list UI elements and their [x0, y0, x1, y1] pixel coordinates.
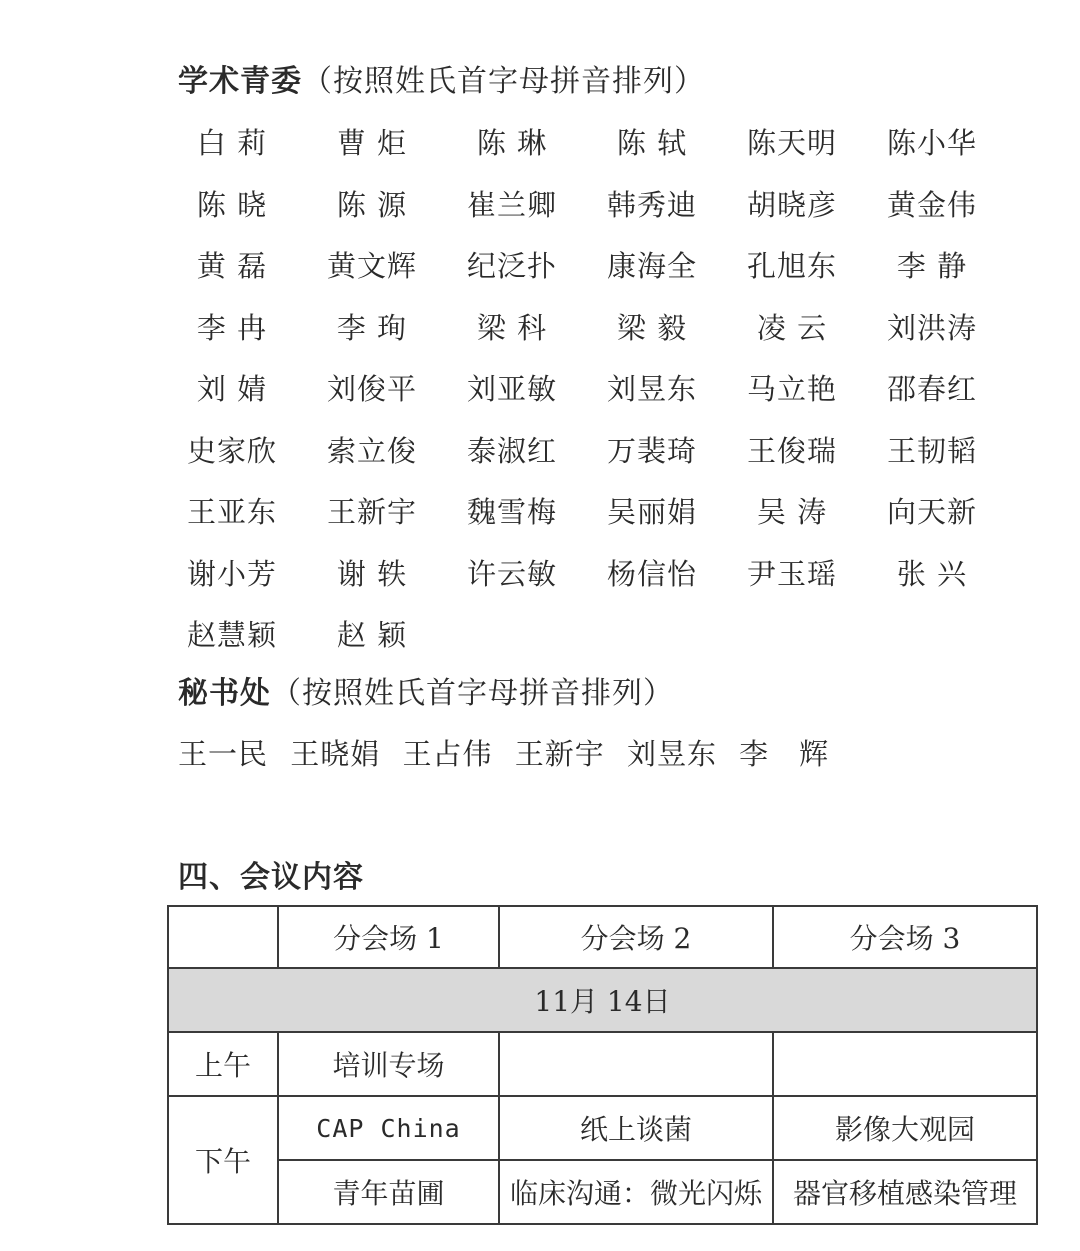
secretariat-name: 王新宇 — [514, 737, 605, 771]
member-name: 曹 炬 — [336, 126, 408, 160]
member-name: 白 莉 — [196, 126, 268, 160]
member-name: 吴 涛 — [756, 495, 828, 529]
afternoon-row — [168, 1160, 1037, 1224]
member-name: 梁 科 — [476, 310, 548, 345]
member-name: 李 冉 — [196, 310, 268, 345]
member-name: 纪泛扑 — [466, 249, 557, 283]
member-name: 陈 源 — [336, 187, 408, 222]
member-name: 赵慧颖 — [186, 618, 277, 652]
member-name: 李 静 — [896, 249, 968, 283]
afternoon-row — [168, 1096, 1037, 1160]
venue-header: 分会场 2 — [499, 906, 773, 968]
member-name: 万裴琦 — [606, 433, 697, 468]
table-header-row — [168, 906, 1037, 968]
member-name: 凌 云 — [756, 310, 828, 345]
member-name: 刘亚敏 — [466, 372, 557, 406]
member-name: 王俊瑞 — [746, 433, 837, 468]
member-name: 谢小芳 — [186, 556, 277, 591]
member-name: 吴丽娟 — [606, 495, 697, 529]
member-name: 刘昱东 — [606, 372, 697, 406]
member-name: 刘洪涛 — [886, 310, 977, 345]
date-cell: 11月 14日 — [168, 968, 1037, 1032]
member-name: 邵春红 — [886, 372, 977, 406]
member-name: 胡晓彦 — [746, 187, 837, 222]
session-cell — [499, 1032, 773, 1096]
secretariat-names — [178, 734, 841, 774]
table-corner-cell — [168, 906, 278, 968]
member-name: 张 兴 — [896, 556, 968, 591]
member-name: 王韧韬 — [886, 433, 977, 468]
agenda-table — [167, 905, 1038, 1225]
session-cell: 纸上谈菌 — [499, 1096, 773, 1160]
member-name: 许云敏 — [466, 556, 557, 591]
member-name: 康海全 — [606, 249, 697, 283]
member-name: 赵 颖 — [336, 618, 408, 652]
member-name: 向天新 — [886, 495, 977, 529]
date-row — [168, 968, 1037, 1032]
secretariat-name: 王占伟 — [402, 737, 493, 771]
member-name: 韩秀迪 — [606, 187, 697, 222]
morning-row — [168, 1032, 1037, 1096]
member-name: 刘俊平 — [326, 372, 417, 406]
session-cell: 影像大观园 — [773, 1096, 1037, 1160]
member-name: 黄文辉 — [326, 249, 417, 283]
secretariat-name: 王晓娟 — [290, 737, 381, 771]
secretariat-name: 王一民 — [178, 737, 269, 771]
member-name: 李 珣 — [336, 310, 408, 345]
member-name: 崔兰卿 — [466, 187, 557, 222]
afternoon-label: 下午 — [168, 1096, 278, 1224]
venue-header: 分会场 3 — [773, 906, 1037, 968]
member-name: 索立俊 — [326, 433, 417, 468]
youth-committee-title: 学术青委 — [178, 64, 302, 99]
member-name: 史家欣 — [186, 433, 277, 468]
youth-committee-note: （按照姓氏首字母拼音排列） — [302, 64, 705, 99]
member-name: 尹玉瑶 — [746, 556, 837, 591]
member-name: 杨信怡 — [606, 556, 697, 591]
member-name: 陈 晓 — [196, 187, 268, 222]
member-name: 王新宇 — [326, 495, 417, 529]
youth-committee-names — [162, 116, 1002, 670]
meeting-content-heading — [178, 858, 364, 898]
member-name: 王亚东 — [186, 495, 277, 529]
meeting-content-title: 四、会议内容 — [178, 860, 364, 895]
session-cell: 青年苗圃 — [278, 1160, 499, 1224]
session-cell: CAP China — [278, 1096, 499, 1160]
member-name: 梁 毅 — [616, 310, 688, 345]
secretariat-name: 李 辉 — [739, 737, 830, 771]
venue-header: 分会场 1 — [278, 906, 499, 968]
member-name: 陈 琳 — [476, 126, 548, 160]
morning-label: 上午 — [168, 1032, 278, 1096]
member-name: 黄金伟 — [886, 187, 977, 222]
member-name: 陈天明 — [746, 126, 837, 160]
secretariat-title: 秘书处 — [178, 676, 271, 711]
session-cell — [773, 1032, 1037, 1096]
youth-committee-heading — [178, 62, 705, 102]
member-name: 刘 婧 — [196, 372, 268, 406]
member-name: 陈小华 — [886, 126, 977, 160]
member-name: 黄 磊 — [196, 249, 268, 283]
member-name: 陈 轼 — [616, 126, 688, 160]
session-cell: 培训专场 — [278, 1032, 499, 1096]
session-cell: 器官移植感染管理 — [773, 1160, 1037, 1224]
secretariat-heading — [178, 674, 674, 714]
member-name: 马立艳 — [746, 372, 837, 406]
member-name: 魏雪梅 — [466, 495, 557, 529]
secretariat-note: （按照姓氏首字母拼音排列） — [271, 676, 674, 711]
member-name: 孔旭东 — [746, 249, 837, 283]
member-name: 谢 轶 — [336, 556, 408, 591]
session-cell: 临床沟通：微光闪烁 — [499, 1160, 773, 1224]
secretariat-name: 刘昱东 — [626, 737, 717, 771]
member-name: 泰淑红 — [466, 433, 557, 468]
